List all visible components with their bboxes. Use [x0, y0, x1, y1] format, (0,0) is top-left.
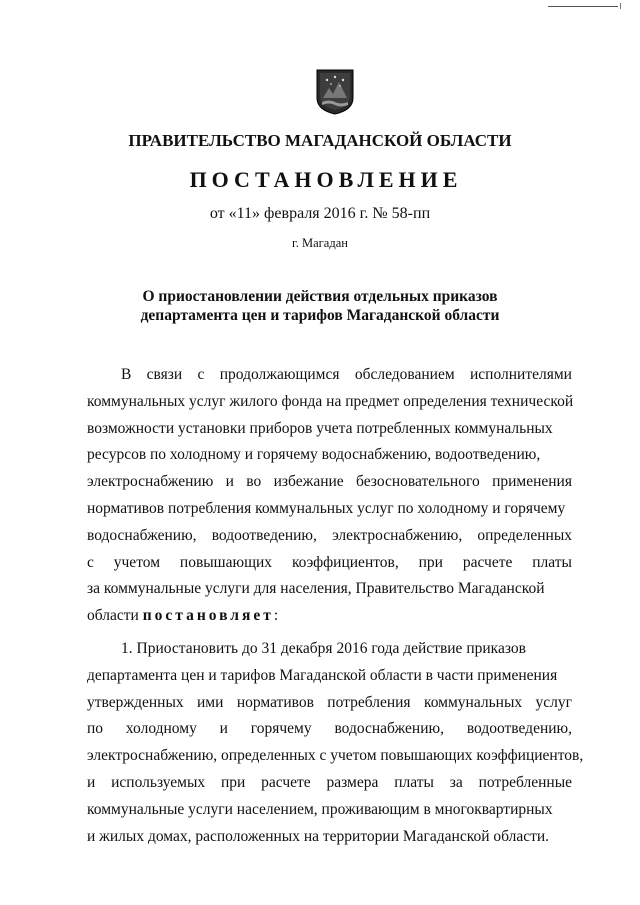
word: с	[197, 366, 205, 383]
word: обследованием	[354, 366, 455, 383]
word: электроснабжению,	[332, 526, 463, 544]
text-line	[87, 523, 572, 550]
text-line	[87, 469, 572, 496]
word: платы	[532, 553, 572, 571]
text-line	[87, 550, 572, 577]
word: продолжающимся	[219, 366, 340, 383]
word: размера	[326, 773, 379, 791]
word: электроснабжению	[87, 473, 214, 491]
word: расчете	[462, 553, 513, 571]
text-line: и жилых домах, расположенных на территории Магаданской области.	[87, 827, 550, 845]
coat-of-arms-icon	[315, 68, 355, 115]
word: избежание	[273, 473, 344, 491]
word: за	[449, 773, 463, 791]
document-subject	[0, 287, 640, 325]
word: платы	[394, 773, 434, 791]
word: и	[87, 773, 96, 791]
word: холодному	[125, 720, 197, 738]
word: учетом	[113, 553, 161, 571]
word: коммунальных	[423, 693, 523, 711]
word: расчете	[261, 773, 311, 791]
text-line	[87, 362, 572, 389]
word: утвержденных	[87, 693, 184, 711]
word: области	[87, 607, 139, 625]
subject-line: департамента цен и тарифов Магаданской области	[140, 307, 500, 324]
word: безосновательного	[356, 473, 480, 491]
word: во	[246, 473, 262, 491]
document-body	[87, 362, 584, 850]
word: и	[225, 473, 234, 491]
subject-line: О приостановлении действия отдельных приказов	[142, 288, 498, 305]
word: по	[87, 720, 104, 738]
text-line	[87, 770, 572, 797]
text-line: ресурсов по холодному и горячему водоснабжению, водоотведению,	[87, 446, 541, 464]
paragraph-1	[87, 362, 572, 630]
city-name: г. Магадан	[292, 236, 348, 250]
punctuation: :	[273, 607, 279, 625]
document-type: ПОСТАНОВЛЕНИЕ	[189, 167, 463, 192]
text-line: электроснабжению, определенных с учетом повышающих коэффициентов,	[87, 747, 584, 765]
word: повышающих	[179, 553, 273, 571]
word: связи	[146, 366, 183, 383]
word: услуг	[535, 693, 572, 711]
scan-artifact-tick	[620, 3, 621, 9]
word: при	[418, 553, 443, 571]
text-line	[87, 716, 572, 743]
word: водоотведению,	[466, 720, 572, 738]
word: нормативов	[236, 693, 314, 711]
word: коэффициентов,	[291, 553, 399, 571]
emphasized-word: постановляет	[142, 607, 274, 625]
organization-title: ПРАВИТЕЛЬСТВО МАГАДАНСКОЙ ОБЛАСТИ	[128, 131, 512, 150]
word: исполнителями	[470, 366, 572, 383]
text-line: за коммунальные услуги для населения, Правительство Магаданской	[87, 580, 545, 598]
word: потребленные	[478, 773, 572, 791]
word: при	[220, 773, 246, 791]
text-line: департамента цен и тарифов Магаданской области в части применения	[87, 666, 558, 684]
word: ими	[197, 693, 224, 711]
text-line: коммунальные услуги населением, проживающим в многоквартирных	[87, 800, 553, 818]
text-line: возможности установки приборов учета потребленных коммунальных	[87, 419, 553, 437]
text-line: 1. Приостановить до 31 декабря 2016 года действие приказов	[121, 639, 526, 657]
text-line	[87, 603, 572, 630]
word: водоснабжению,	[87, 526, 197, 544]
word: водоотведению,	[211, 526, 317, 544]
word: потребления	[327, 693, 411, 711]
text-line	[87, 690, 572, 717]
word: используемых	[111, 773, 206, 791]
word: горячему	[250, 720, 312, 738]
word: водоснабжению,	[334, 720, 444, 738]
word: определенных	[477, 526, 572, 544]
word: В	[121, 366, 132, 383]
word: и	[219, 720, 228, 738]
scan-artifact-line	[548, 6, 618, 7]
date-number-line: от «11» февраля 2016 г. № 58-пп	[209, 205, 431, 222]
text-line: коммунальных услуг жилого фонда на предмет определения технической	[87, 392, 574, 410]
word: применения	[492, 473, 572, 491]
paragraph-2	[87, 636, 584, 850]
text-line: нормативов потребления коммунальных услуг по холодному и горячему	[87, 499, 566, 517]
word: с	[87, 553, 94, 571]
